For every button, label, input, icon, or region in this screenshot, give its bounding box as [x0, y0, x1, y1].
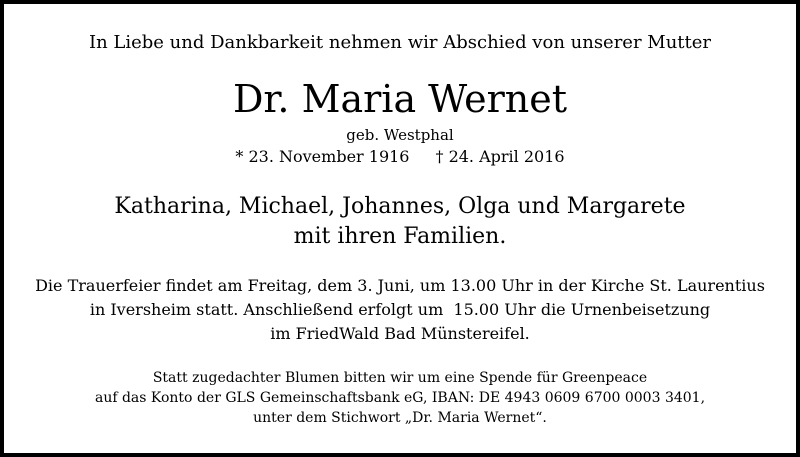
donation-line: Statt zugedachter Blumen bitten wir um eine Spende für Greenpeace: [152, 370, 648, 386]
ceremony-line: im FriedWald Bad Münstereifel.: [270, 324, 530, 343]
family-block: [4, 192, 796, 252]
deceased-name: Dr. Maria Wernet: [232, 77, 568, 121]
ceremony-block: [4, 274, 796, 346]
ceremony-line: Die Trauerfeier findet am Freitag, dem 3. Juni, um 13.00 Uhr in der Kirche St. Laurentius: [35, 276, 765, 295]
donation-block: [4, 368, 796, 428]
family-line: mit ihren Familien.: [293, 224, 507, 249]
donation-line: auf das Konto der GLS Gemeinschaftsbank eG, IBAN: DE 4943 0609 6700 0003 3401,: [94, 390, 706, 406]
intro-line: In Liebe und Dankbarkeit nehmen wir Abschied von unserer Mutter: [88, 32, 712, 53]
death-date: † 24. April 2016: [435, 147, 565, 166]
family-line: Katharina, Michael, Johannes, Olga und Margarete: [114, 194, 686, 219]
maiden-name: geb. Westphal: [346, 126, 454, 144]
donation-line: unter dem Stichwort „Dr. Maria Wernet“.: [253, 410, 547, 426]
life-dates: [4, 146, 796, 168]
ceremony-line: in Iversheim statt. Anschließend erfolgt um 15.00 Uhr die Urnenbeisetzung: [89, 300, 711, 319]
birth-date: * 23. November 1916: [235, 147, 410, 166]
